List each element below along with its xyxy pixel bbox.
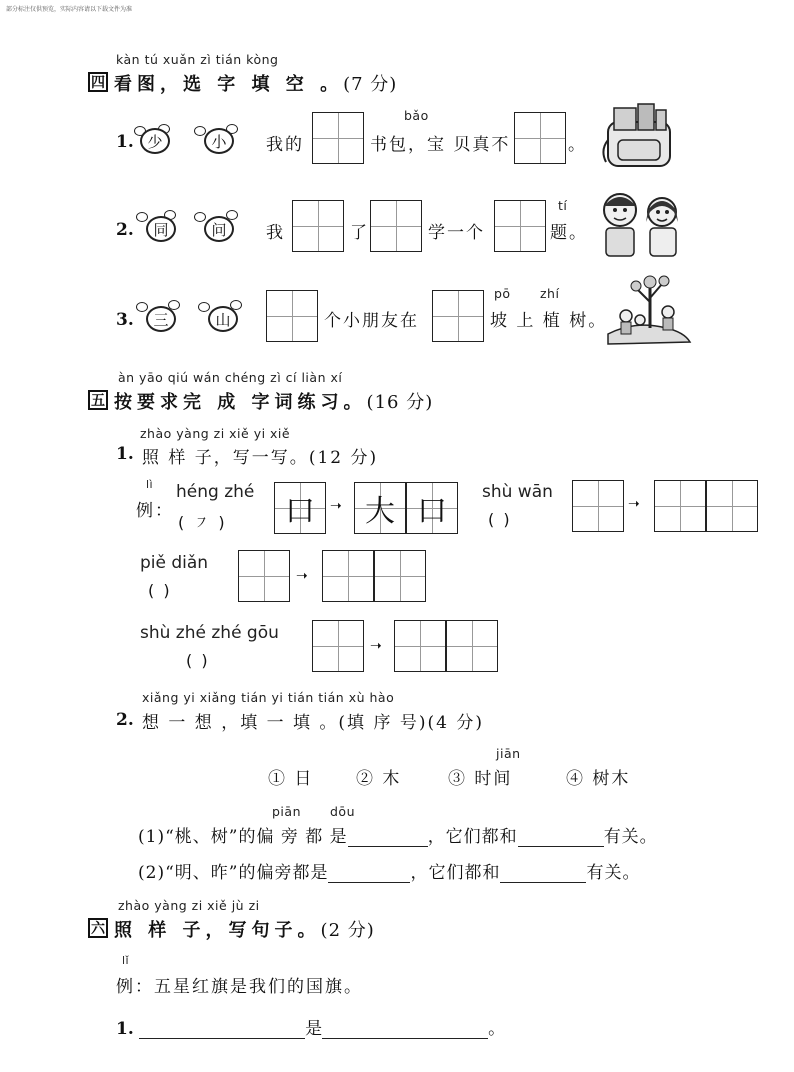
arrow-icon: ➝ [330,498,342,514]
sec4-item3-num: 3. [116,310,134,330]
fill-line-1 [138,822,658,847]
answer-box[interactable] [292,200,344,252]
answer-blank[interactable] [518,828,604,847]
sec5-title-text: 按要求完 成 字词练习。 [114,392,367,413]
answer-box[interactable] [266,290,318,342]
sec4-score: (7 分) [343,74,398,95]
sec4-item3-pinyin1: pō [494,286,511,301]
example-char: 大 [365,494,395,529]
answer-box[interactable] [312,620,364,672]
sec6-score: (2 分) [320,920,375,941]
sec4-pinyin: kàn tú xuǎn zì tián kòng [116,52,279,67]
row3-paren: ( ) [186,651,210,670]
sec6-title-text: 照 样 子，写句子。 [114,920,321,941]
answer-box[interactable] [446,620,498,672]
sec4-item2-text1: 我 [266,223,285,243]
option-bubble: 同 [146,216,176,242]
sec5-q2-pinyin: xiǎng yi xiǎng tián yi tián tián xù hào [142,690,395,705]
fill-line-2-c: 有关。 [586,863,641,883]
row2-paren: ( ) [148,581,172,600]
sec4-item1-text1: 我的 [266,135,304,155]
answer-blank[interactable] [348,828,428,847]
answer-box[interactable] [394,620,446,672]
fill-line-1-b: ，它们都和 [427,827,518,847]
sec4-item2-text2: 了 [350,223,369,243]
answer-box[interactable] [572,480,624,532]
sec5-q1-score: (12 分) [308,448,379,468]
pian-pinyin: piān [272,804,301,819]
option-bubble: 三 [146,306,176,332]
dou-pinyin: dōu [330,804,356,819]
option-4: ④ 树木 [566,769,631,789]
sec4-item2-num: 2. [116,220,134,240]
row1-pinyin: shù wān [482,482,553,502]
sec4-item1-text3: 。 [568,135,587,155]
sec6-example: 例：五星红旗是我们的国旗。 [116,977,363,997]
children-picture [596,188,688,260]
example-box [354,482,406,534]
sec4-item3-pinyin2: zhí [540,286,560,301]
answer-box[interactable] [706,480,758,532]
arrow-icon: ➝ [628,496,640,512]
answer-box[interactable] [370,200,422,252]
header-note: 部分标注仅供预览，实际内容请以下载文件为准 [6,6,133,13]
sec5-pinyin: àn yāo qiú wán chéng zì cí liàn xí [118,370,343,385]
answer-box[interactable] [322,550,374,602]
sec4-item3-text2: 坡 上 植 树。 [490,311,608,331]
answer-blank[interactable] [500,864,586,883]
sec6-line1-end: 。 [488,1019,506,1039]
answer-box[interactable] [374,550,426,602]
example-char: 口 [417,494,447,529]
fill-line-1-a: (1)“桃、树”的偏 旁 都 是 [138,827,348,847]
options-pinyin: jiān [496,746,521,761]
sec6-pinyin: zhào yàng zi xiě jù zi [118,898,260,913]
sec6-line1-num: 1. [116,1019,134,1039]
sec4-badge: 四 [88,72,108,92]
sec4-item1-text2: 书包，宝 贝真不 [370,135,511,155]
planting-picture [606,272,692,350]
row3-pinyin: shù zhé zhé gōu [140,623,279,643]
sec5-title [114,388,433,414]
answer-box[interactable] [514,112,566,164]
fill-line-2-b: ，它们都和 [410,863,501,883]
answer-blank[interactable] [328,864,410,883]
example-char: 口 [285,494,315,529]
sec4-title-text: 看图，选 字 填 空 。 [114,74,344,95]
sec5-q1-pinyin: zhào yàng zi xiě yi xiě [140,426,291,441]
example-stroke-pinyin: héng zhé [176,482,255,502]
sec6-line1-mid: 是 [305,1019,323,1039]
option-bubble: 山 [208,306,238,332]
sec4-item2-pinyin: tí [558,198,568,213]
sec6-example-pinyin: lǐ [122,954,130,967]
answer-blank[interactable] [322,1020,488,1039]
sec6-line1 [116,1014,505,1039]
sec4-item3-text1: 个小朋友在 [324,311,419,331]
sec5-q1-num: 1. [116,444,134,464]
example-box [406,482,458,534]
sec5-badge: 五 [88,390,108,410]
answer-box[interactable] [432,290,484,342]
answer-box[interactable] [238,550,290,602]
sec4-item2-text4: 题。 [550,223,588,243]
sec4-title [114,70,397,96]
sec4-item1-pinyin: bǎo [404,108,429,123]
example-box [274,482,326,534]
sec6-title [114,916,375,942]
arrow-icon: ➝ [370,638,382,654]
fill-line-2 [138,858,640,883]
sec5-q2-text: 想 一 想 ，填 一 填 。(填 序 号)(4 分) [142,713,484,733]
sec5-q1-text [142,443,378,468]
row1-paren: ( ) [488,510,512,529]
arrow-icon: ➝ [296,568,308,584]
example-pinyin: lì [146,478,154,491]
sec5-q1-label: 照 样 子，写一写。 [142,448,309,468]
option-2: ② 木 [356,769,402,789]
option-3: ③ 时间 [448,769,513,789]
sec4-item2-text3: 学一个 [428,223,485,243]
option-bubble: 小 [204,128,234,154]
answer-box[interactable] [654,480,706,532]
fill-line-2-a: (2)“明、昨”的偏旁都是 [138,863,329,883]
row2-pinyin: piě diǎn [140,553,209,573]
sec4-item1-num: 1. [116,132,134,152]
option-1: ① 日 [268,769,314,789]
answer-box[interactable] [494,200,546,252]
example-label: 例： [136,501,174,521]
fill-line-1-c: 有关。 [603,827,658,847]
sec5-q2-num: 2. [116,710,134,730]
option-bubble: 问 [204,216,234,242]
backpack-picture [600,100,680,172]
sec6-badge: 六 [88,918,108,938]
sec5-score: (16 分) [366,392,434,413]
example-stroke: ( ㇇ ) [178,513,227,532]
option-bubble: 少 [140,128,170,154]
answer-box[interactable] [312,112,364,164]
answer-blank[interactable] [139,1020,305,1039]
